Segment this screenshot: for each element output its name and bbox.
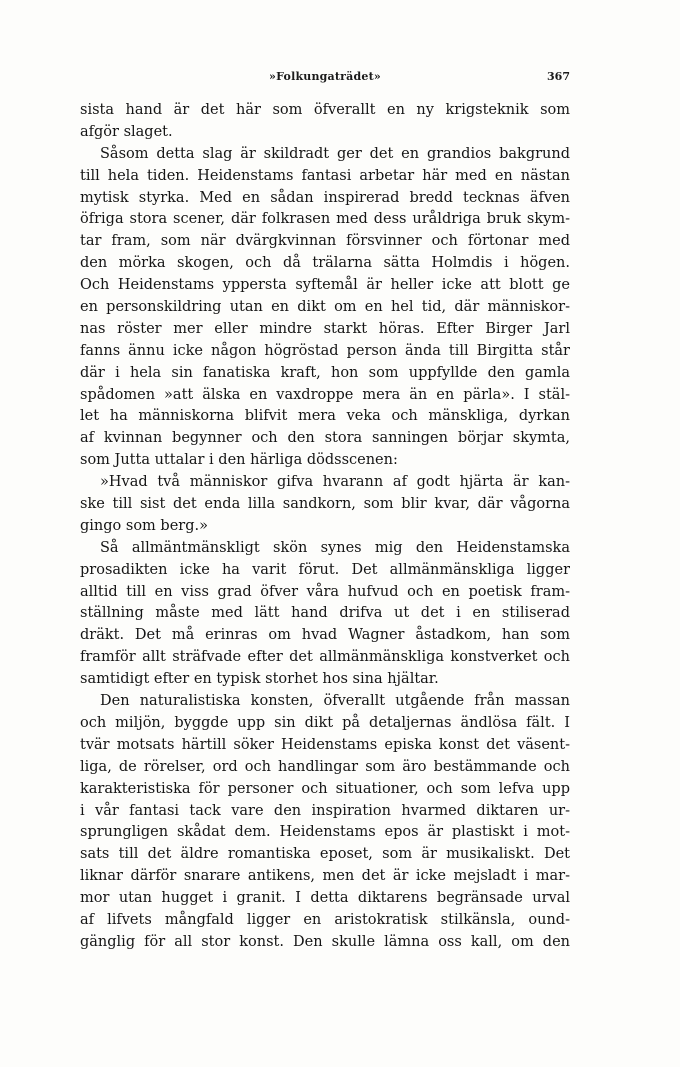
text-line: öfriga stora scener, där folkrasen med dess uråldriga bruk skym- (80, 211, 570, 228)
text-line: Så allmäntmänskligt skön synes mig den Heidenstamska (100, 539, 570, 556)
body-text (80, 100, 570, 954)
text-line: och miljön, byggde upp sin dikt på detaljernas ändlösa fält. I (80, 714, 570, 731)
running-title: »Folkungaträdet» (269, 70, 381, 83)
text-line: afgör slaget. (80, 123, 173, 140)
text-line: sista hand är det här som öfverallt en ny krigsteknik som (80, 102, 570, 118)
text-line: liknar därför snarare antikens, men det är icke mejsladt i mar- (80, 868, 570, 885)
text-line: »Hvad två människor gifva hvarann af godt hjärta är kan- (100, 474, 570, 491)
text-line: sprungligen skådat dem. Heidenstams epos är plastiskt i mot- (80, 824, 570, 841)
text-line: sats till det äldre romantiska eposet, som är musikaliskt. Det (80, 846, 570, 863)
text-line: Och Heidenstams yppersta syftemål är heller icke att blott ge (80, 277, 570, 294)
text-line: framför allt sträfvade efter det allmänmänskliga konstverket och (80, 649, 570, 666)
text-line: nas röster mer eller mindre starkt höras. Efter Birger Jarl (80, 320, 570, 337)
text-line: let ha människorna blifvit mera veka och mänskliga, dyrkan (80, 408, 570, 425)
text-line: den mörka skogen, och då trälarna sätta Holmdis i högen. (80, 255, 570, 272)
page-number: 367 (547, 70, 570, 83)
text-line: tar fram, som när dvärgkvinnan försvinner och förtonar med (80, 233, 570, 250)
running-head (80, 70, 570, 90)
text-line: Den naturalistiska konsten, öfverallt utgående från massan (100, 693, 570, 710)
text-line: som Jutta uttalar i den härliga dödsscenen: (80, 452, 398, 469)
text-line: ske till sist det enda lilla sandkorn, som blir kvar, där vågorna (80, 496, 570, 513)
text-line: liga, de rörelser, ord och handlingar som äro bestämmande och (80, 758, 570, 775)
text-line: dräkt. Det må erinras om hvad Wagner åstadkom, han som (80, 627, 570, 644)
text-line: karakteristiska för personer och situationer, och som lefva upp (80, 780, 570, 797)
text-line: spådomen »att älska en vaxdroppe mera än en pärla». I stäl- (80, 386, 570, 403)
text-line: där i hela sin fanatiska kraft, hon som uppfyllde den gamla (80, 364, 570, 381)
text-line: en personskildring utan en dikt om en hel tid, där människor- (80, 299, 570, 316)
text-line: gänglig för all stor konst. Den skulle lämna oss kall, om den (80, 933, 570, 950)
text-line: tvär motsats härtill söker Heidenstams episka konst det väsent- (80, 736, 570, 753)
text-line: i vår fantasi tack vare den inspiration hvarmed diktaren ur- (80, 802, 570, 819)
text-line: gingo som berg.» (80, 517, 208, 534)
text-line: alltid till en viss grad öfver våra hufvud och en poetisk fram- (80, 583, 570, 600)
text-line: samtidigt efter en typisk storhet hos sina hjältar. (80, 671, 439, 688)
text-line: af kvinnan begynner och den stora sanningen börjar skymta, (80, 430, 570, 447)
text-line: fanns ännu icke någon högröstad person ända till Birgitta står (80, 342, 570, 359)
text-line: till hela tiden. Heidenstams fantasi arbetar här med en nästan (80, 167, 570, 184)
text-line: ställning måste med lätt hand drifva ut det i en stiliserad (80, 605, 570, 622)
text-line: mytisk styrka. Med en sådan inspirerad bredd tecknas äfven (80, 189, 570, 206)
text-line: Såsom detta slag är skildradt ger det en grandios bakgrund (100, 145, 570, 162)
text-line: af lifvets mångfald ligger en aristokratisk stilkänsla, ound- (80, 911, 570, 928)
text-line: mor utan hugget i granit. I detta diktarens begränsade urval (80, 890, 570, 907)
text-line: prosadikten icke ha varit förut. Det allmänmänskliga ligger (80, 561, 570, 578)
